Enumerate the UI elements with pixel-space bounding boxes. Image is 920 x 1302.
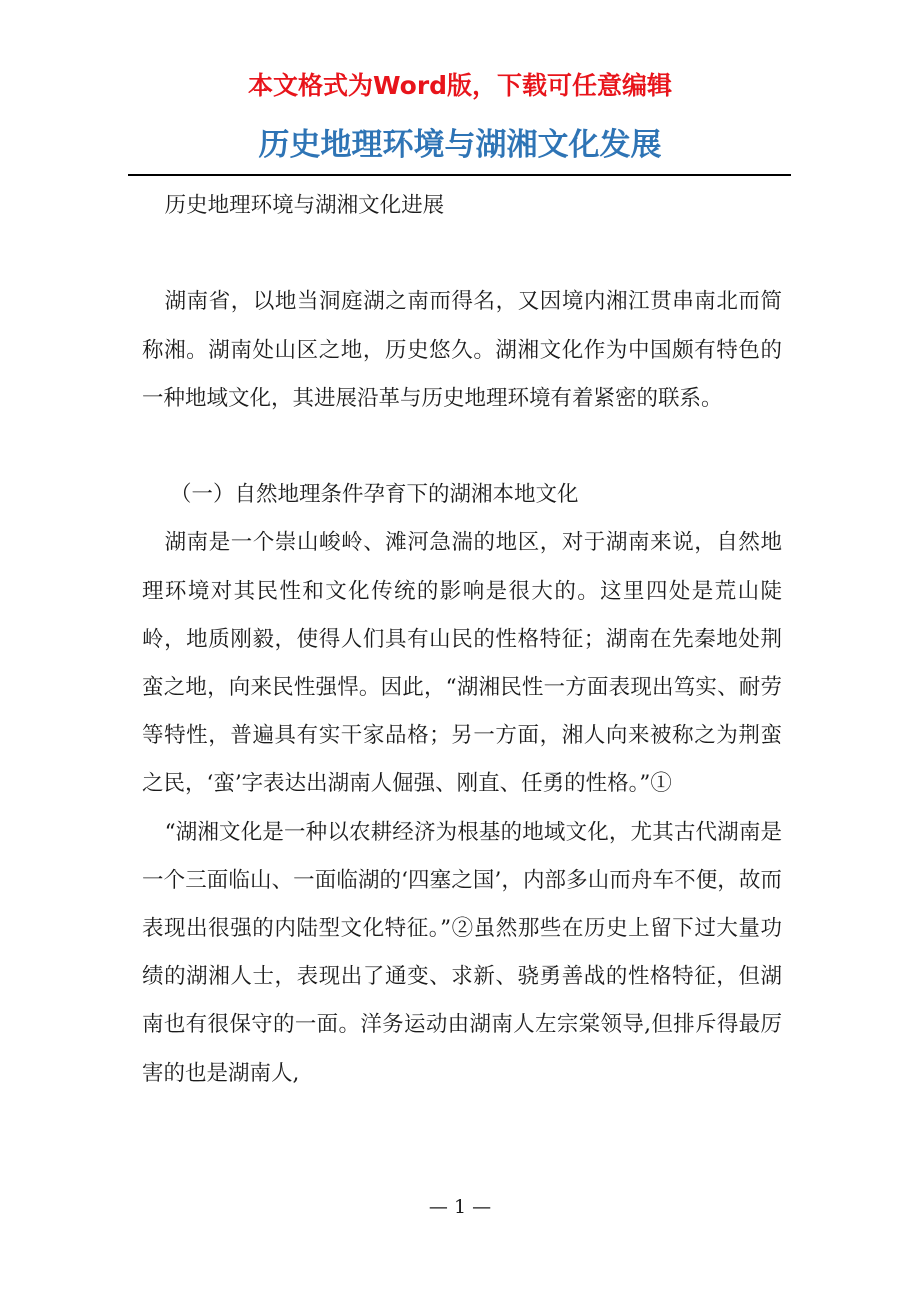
editable-notice-banner: 本文格式为Word版，下载可任意编辑 [247,71,673,100]
body-paragraph-1: 湖南是一个崇山峻岭、滩河急湍的地区，对于湖南来说，自然地理环境对其民性和文化传统的影响是很大的。这里四处是荒山陡岭，地质刚毅，使得人们具有山民的性格特征；湖南在先秦地处荆蛮之地，向来民性强悍。因此，“湖湘民性一方面表现出笃实、耐劳等特性，普遍具有实干家品格；另一方面，湘人向来被称之为荆蛮之民，‘蛮’字表达出湖南人倔强、刚直、任勇的性格。”① [142,530,782,797]
section-heading: （一）自然地理条件孕育下的湖湘本地文化 [169,482,579,508]
title-divider [128,174,791,176]
document-title: 历史地理环境与湖湘文化发展 [258,127,662,163]
intro-paragraph: 湖南省，以地当洞庭湖之南而得名，又因境内湘江贯串南北而简称湘。湖南处山区之地，历史悠久。湖湘文化作为中国颇有特色的一种地域文化，其进展沿革与历史地理环境有着紧密的联系。 [142,289,782,411]
blank-line [142,230,782,278]
body-paragraph-2: “湖湘文化是一种以农耕经济为根基的地域文化，尤其古代湖南是一个三面临山、一面临湖的‘四塞之国’，内部多山而舟车不便，故而表现出很强的内陆型文化特征。”②虽然那些在历史上留下过大量功绩的湖湘人士，表现出了通变、求新、骁勇善战的性格特征，但湖南也有很保守的一面。洋务运动由湖南人左宗棠领导,但排斥得最厉害的也是湖南人, [142,819,782,1086]
page-number: — 1 — [428,1196,492,1218]
article-subtitle: 历史地理环境与湖湘文化进展 [164,193,445,218]
blank-line [142,423,782,471]
document-body [142,182,782,1098]
